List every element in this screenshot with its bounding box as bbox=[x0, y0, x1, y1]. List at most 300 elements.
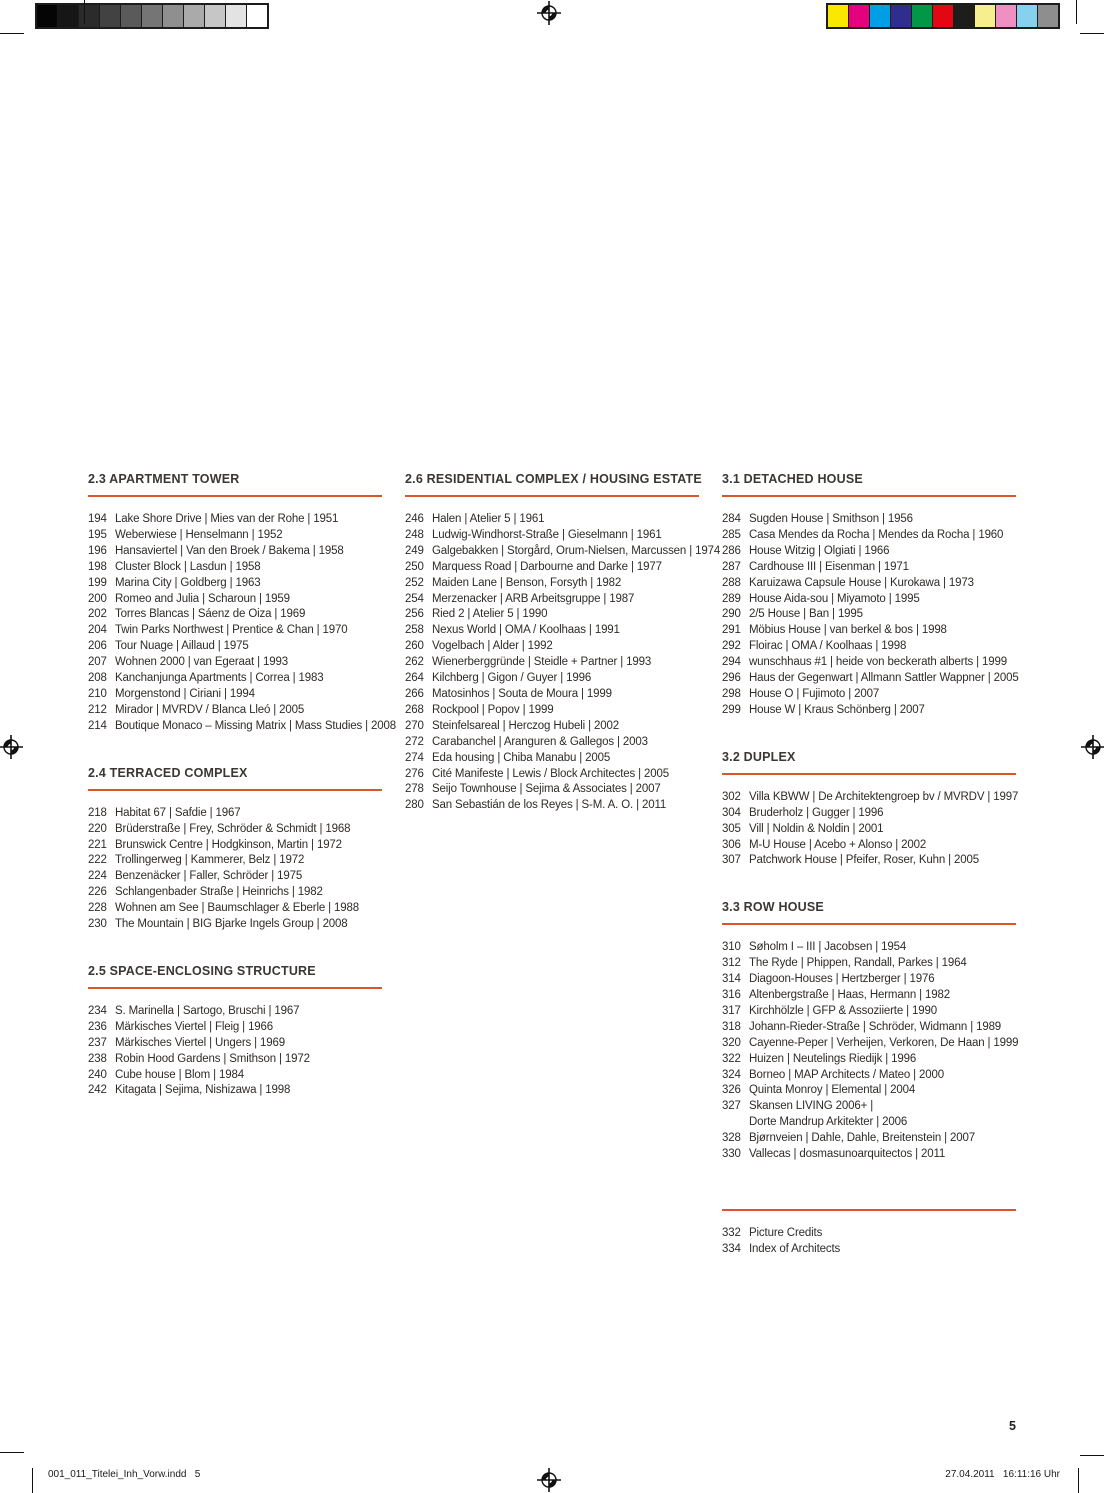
toc-entry bbox=[88, 623, 382, 639]
calibration-swatch bbox=[247, 5, 267, 27]
toc-entry bbox=[88, 806, 382, 822]
entry-text: Galgebakken | Storgård, Orum-Nielsen, Marcussen | 1974 bbox=[432, 544, 721, 557]
entry-page-number: 260 bbox=[405, 640, 424, 653]
section-rule bbox=[722, 923, 1016, 925]
toc-entry bbox=[722, 822, 1016, 838]
entry-page-number: 195 bbox=[88, 528, 107, 541]
toc-entry bbox=[88, 719, 397, 735]
toc-section bbox=[88, 964, 382, 1099]
entry-page-number: 272 bbox=[405, 735, 424, 748]
entry-text: Torres Blancas | Sáenz de Oiza | 1969 bbox=[115, 608, 306, 621]
toc-entry bbox=[722, 623, 1016, 639]
section-rule bbox=[88, 789, 382, 791]
toc-entry bbox=[405, 639, 699, 655]
entry-page-number: 292 bbox=[722, 640, 741, 653]
entry-text: Trollingerweg | Kammerer, Belz | 1972 bbox=[115, 854, 305, 867]
toc-entry bbox=[88, 607, 382, 623]
calibration-swatch bbox=[1017, 5, 1037, 27]
entry-page-number: 312 bbox=[722, 957, 741, 970]
toc-entry bbox=[722, 1004, 1016, 1020]
entry-page-number: 218 bbox=[88, 806, 107, 819]
registration-mark-bottom-icon bbox=[537, 1468, 561, 1492]
toc-entry bbox=[722, 1099, 1016, 1131]
calibration-swatch bbox=[184, 5, 204, 27]
registration-mark-top-icon bbox=[537, 1, 561, 25]
calibration-swatch bbox=[37, 5, 57, 27]
toc-entry bbox=[722, 703, 1016, 719]
entry-page-number: 310 bbox=[722, 941, 741, 954]
toc-entry bbox=[722, 607, 1016, 623]
entry-page-number: 246 bbox=[405, 513, 424, 525]
toc-entry bbox=[405, 576, 699, 592]
crop-mark-bottom-left-v bbox=[32, 1468, 33, 1493]
toc-entry bbox=[722, 988, 1016, 1004]
entry-text: San Sebastián de los Reyes | S-M. A. O. | 2011 bbox=[432, 799, 667, 812]
toc-entry bbox=[88, 687, 382, 703]
calibration-swatch bbox=[954, 5, 974, 27]
toc-column-3 bbox=[722, 472, 1019, 1258]
section-rule bbox=[88, 987, 382, 989]
entry-page-number: 262 bbox=[405, 656, 424, 669]
entry-page-number: 290 bbox=[722, 608, 741, 621]
toc-entry bbox=[405, 623, 699, 639]
toc-entry bbox=[88, 1068, 382, 1084]
entry-page-number: 274 bbox=[405, 751, 424, 764]
toc-section bbox=[405, 472, 721, 814]
toc-entry bbox=[405, 528, 699, 544]
toc-entry bbox=[722, 544, 1016, 560]
section-entries bbox=[722, 1226, 1016, 1258]
entry-text: Matosinhos | Souta de Moura | 1999 bbox=[432, 687, 612, 700]
entry-page-number: 196 bbox=[88, 544, 107, 557]
entry-text: Bruderholz | Gugger | 1996 bbox=[749, 806, 884, 819]
toc-entry bbox=[722, 1020, 1016, 1036]
entry-text: Cube house | Blom | 1984 bbox=[115, 1068, 244, 1081]
toc-section bbox=[88, 472, 397, 735]
entry-text: Huizen | Neutelings Riedijk | 1996 bbox=[749, 1052, 917, 1065]
calibration-swatch bbox=[891, 5, 911, 27]
entry-page-number: 248 bbox=[405, 528, 424, 541]
entry-page-number: 199 bbox=[88, 576, 107, 589]
entry-text: Nexus World | OMA / Koolhaas | 1991 bbox=[432, 624, 620, 637]
entry-text: Märkisches Viertel | Ungers | 1969 bbox=[115, 1036, 286, 1049]
entry-text: Mirador | MVRDV / Blanca Lleó | 2005 bbox=[115, 703, 305, 716]
toc-entry bbox=[405, 798, 699, 814]
section-entries bbox=[405, 512, 721, 814]
section-rule bbox=[722, 773, 1016, 775]
entry-text: Diagoon-Houses | Hertzberger | 1976 bbox=[749, 973, 935, 986]
section-entries bbox=[88, 806, 382, 933]
entry-page-number: 206 bbox=[88, 640, 107, 653]
entry-text: Morgenstond | Ciriani | 1994 bbox=[115, 687, 255, 700]
toc-entry bbox=[722, 1131, 1016, 1147]
entry-page-number: 302 bbox=[722, 790, 741, 803]
entry-text: wunschhaus #1 | heide von beckerath alberts | 1999 bbox=[749, 656, 1008, 669]
entry-text: Romeo and Julia | Scharoun | 1959 bbox=[115, 592, 290, 605]
entry-page-number: 294 bbox=[722, 656, 741, 669]
entry-text: The Ryde | Phippen, Randall, Parkes | 1964 bbox=[749, 957, 967, 970]
entry-page-number: 242 bbox=[88, 1084, 107, 1097]
toc-entry bbox=[405, 544, 721, 560]
entry-text: Märkisches Viertel | Fleig | 1966 bbox=[115, 1020, 274, 1033]
calibration-swatch bbox=[933, 5, 953, 27]
entry-text: Marina City | Goldberg | 1963 bbox=[115, 576, 261, 589]
entry-page-number: 220 bbox=[88, 822, 107, 835]
entry-text: Villa KBWW | De Architektengroep bv / MVRDV | 1997 bbox=[749, 790, 1019, 803]
entry-page-number: 250 bbox=[405, 560, 424, 573]
calibration-swatch bbox=[142, 5, 162, 27]
entry-page-number: 288 bbox=[722, 576, 741, 589]
toc-entry bbox=[722, 528, 1016, 544]
entry-page-number: 284 bbox=[722, 513, 741, 525]
entry-page-number: 200 bbox=[88, 592, 107, 605]
entry-page-number: 318 bbox=[722, 1020, 741, 1033]
entry-text: Borneo | MAP Architects / Mateo | 2000 bbox=[749, 1068, 945, 1081]
entry-page-number: 280 bbox=[405, 799, 424, 812]
toc-entry bbox=[722, 838, 1016, 854]
entry-text: Steinfelsareal | Herczog Hubeli | 2002 bbox=[432, 719, 619, 732]
toc-entry bbox=[722, 639, 1016, 655]
entry-page-number: 287 bbox=[722, 560, 741, 573]
toc-entry bbox=[722, 956, 1016, 972]
entry-page-number: 307 bbox=[722, 854, 741, 867]
entry-page-number: 230 bbox=[88, 918, 107, 931]
entry-page-number: 332 bbox=[722, 1227, 741, 1239]
toc-entry bbox=[722, 655, 1016, 671]
entry-text: Seijo Townhouse | Sejima & Associates | 2007 bbox=[432, 783, 661, 796]
entry-page-number: 305 bbox=[722, 822, 741, 835]
toc-entry bbox=[405, 782, 699, 798]
section-title: 3.1 DETACHED HOUSE bbox=[722, 472, 863, 486]
section-rule bbox=[88, 495, 382, 497]
entry-page-number: 330 bbox=[722, 1148, 741, 1161]
entry-page-number: 291 bbox=[722, 624, 741, 637]
calibration-swatch bbox=[79, 5, 99, 27]
entry-text: Wohnen 2000 | van Egeraat | 1993 bbox=[115, 656, 288, 669]
calibration-swatch bbox=[828, 5, 848, 27]
entry-page-number: 268 bbox=[405, 703, 424, 716]
entry-page-number: 204 bbox=[88, 624, 107, 637]
entry-text: 2/5 House | Ban | 1995 bbox=[749, 608, 863, 621]
entry-text: Carabanchel | Aranguren & Gallegos | 2003 bbox=[432, 735, 648, 748]
calibration-swatch bbox=[870, 5, 890, 27]
entry-text: House W | Kraus Schönberg | 2007 bbox=[749, 703, 925, 716]
entry-page-number: 278 bbox=[405, 783, 424, 796]
toc-entry bbox=[405, 607, 699, 623]
entry-text: Eda housing | Chiba Manabu | 2005 bbox=[432, 751, 611, 764]
toc-entry bbox=[722, 592, 1016, 608]
entry-page-number: 194 bbox=[88, 513, 107, 525]
toc-entry bbox=[405, 671, 699, 687]
section-entries bbox=[88, 512, 397, 735]
section-title: 3.2 DUPLEX bbox=[722, 749, 796, 764]
entry-text: Twin Parks Northwest | Prentice & Chan | 1970 bbox=[115, 624, 348, 637]
toc-entry bbox=[722, 853, 1016, 869]
section-title: 2.5 SPACE-ENCLOSING STRUCTURE bbox=[88, 963, 316, 978]
entry-page-number: 314 bbox=[722, 973, 741, 986]
entry-page-number: 298 bbox=[722, 687, 741, 700]
entry-text: Robin Hood Gardens | Smithson | 1972 bbox=[115, 1052, 310, 1065]
entry-page-number: 224 bbox=[88, 870, 107, 883]
entry-text: Sugden House | Smithson | 1956 bbox=[749, 513, 913, 525]
toc-section bbox=[88, 766, 382, 933]
entry-text: Vill | Noldin & Noldin | 2001 bbox=[749, 822, 884, 835]
entry-page-number: 324 bbox=[722, 1068, 741, 1081]
entry-text: Skansen LIVING 2006+ | Dorte Mandrup Arkitekter | 2006 bbox=[749, 1099, 1016, 1131]
calibration-swatch bbox=[975, 5, 995, 27]
entry-text: Vogelbach | Alder | 1992 bbox=[432, 640, 553, 653]
toc-entry bbox=[88, 838, 382, 854]
entry-text: Boutique Monaco – Missing Matrix | Mass Studies | 2008 bbox=[115, 719, 397, 732]
toc-entry bbox=[88, 1036, 382, 1052]
section-title: 2.3 APARTMENT TOWER bbox=[88, 472, 240, 486]
toc-entry bbox=[88, 639, 382, 655]
toc-entry bbox=[722, 1242, 1016, 1258]
toc-entry bbox=[88, 901, 382, 917]
entry-page-number: 214 bbox=[88, 719, 107, 732]
entry-text: House O | Fujimoto | 2007 bbox=[749, 687, 880, 700]
toc-entry bbox=[88, 655, 382, 671]
entry-page-number: 317 bbox=[722, 1004, 741, 1017]
crop-mark-top-right-v bbox=[1076, 0, 1077, 24]
crop-mark-bottom-right-h bbox=[1080, 1455, 1104, 1456]
entry-page-number: 222 bbox=[88, 854, 107, 867]
entry-page-number: 228 bbox=[88, 902, 107, 915]
entry-text: Halen | Atelier 5 | 1961 bbox=[432, 513, 545, 525]
entry-text: Cardhouse III | Eisenman | 1971 bbox=[749, 560, 909, 573]
toc-entry bbox=[88, 576, 382, 592]
section-rule bbox=[722, 1209, 1016, 1211]
toc-section bbox=[722, 900, 1019, 1163]
entry-page-number: 226 bbox=[88, 886, 107, 899]
calibration-swatch bbox=[226, 5, 246, 27]
entry-text: Möbius House | van berkel & bos | 1998 bbox=[749, 624, 947, 637]
entry-page-number: 236 bbox=[88, 1020, 107, 1033]
toc-entry bbox=[405, 655, 699, 671]
entry-page-number: 238 bbox=[88, 1052, 107, 1065]
entry-page-number: 306 bbox=[722, 838, 741, 851]
entry-text: Benzenäcker | Faller, Schröder | 1975 bbox=[115, 870, 303, 883]
entry-page-number: 299 bbox=[722, 703, 741, 716]
toc-entry bbox=[88, 853, 382, 869]
entry-text: Tour Nuage | Aillaud | 1975 bbox=[115, 640, 249, 653]
entry-page-number: 256 bbox=[405, 608, 424, 621]
toc-entry bbox=[722, 1083, 1016, 1099]
entry-text: Cité Manifeste | Lewis / Block Architectes | 2005 bbox=[432, 767, 670, 780]
entry-page-number: 264 bbox=[405, 672, 424, 685]
entry-page-number: 316 bbox=[722, 989, 741, 1002]
section-entries bbox=[722, 790, 1019, 870]
page-number: 5 bbox=[1009, 1419, 1016, 1433]
toc-entry bbox=[722, 512, 1016, 528]
color-calibration-bar bbox=[826, 3, 1060, 29]
toc-entry bbox=[88, 560, 382, 576]
toc-entry bbox=[722, 1036, 1019, 1052]
section-entries bbox=[722, 512, 1019, 719]
calibration-swatch bbox=[849, 5, 869, 27]
toc-entry bbox=[722, 687, 1016, 703]
toc-entry bbox=[722, 671, 1019, 687]
calibration-swatch bbox=[121, 5, 141, 27]
entry-text: Floirac | OMA / Koolhaas | 1998 bbox=[749, 640, 907, 653]
calibration-swatch bbox=[100, 5, 120, 27]
entry-page-number: 210 bbox=[88, 687, 107, 700]
entry-text: Karuizawa Capsule House | Kurokawa | 1973 bbox=[749, 576, 974, 589]
toc-entry bbox=[405, 703, 699, 719]
entry-text: Kitagata | Sejima, Nishizawa | 1998 bbox=[115, 1084, 291, 1097]
entry-page-number: 289 bbox=[722, 592, 741, 605]
entry-text: The Mountain | BIG Bjarke Ingels Group | 2008 bbox=[115, 918, 348, 931]
registration-mark-right-icon bbox=[1081, 735, 1104, 759]
entry-text: Maiden Lane | Benson, Forsyth | 1982 bbox=[432, 576, 622, 589]
entry-page-number: 296 bbox=[722, 672, 741, 685]
section-rule bbox=[722, 495, 1016, 497]
entry-text: Ludwig-Windhorst-Straße | Gieselmann | 1961 bbox=[432, 528, 662, 541]
registration-mark-left-icon bbox=[0, 735, 23, 759]
calibration-swatch bbox=[912, 5, 932, 27]
entry-text: S. Marinella | Sartogo, Bruschi | 1967 bbox=[115, 1004, 300, 1017]
toc-entry bbox=[405, 592, 699, 608]
entry-text: Picture Credits bbox=[749, 1227, 823, 1239]
entry-text: Hansaviertel | Van den Broek / Bakema | 1958 bbox=[115, 544, 344, 557]
entry-page-number: 334 bbox=[722, 1242, 741, 1255]
entry-text: Wienerberggründe | Steidle + Partner | 1993 bbox=[432, 656, 652, 669]
calibration-swatch bbox=[205, 5, 225, 27]
entry-page-number: 234 bbox=[88, 1004, 107, 1017]
section-title: 3.3 ROW HOUSE bbox=[722, 900, 824, 915]
entry-page-number: 212 bbox=[88, 703, 107, 716]
entry-text: House Aida-sou | Miyamoto | 1995 bbox=[749, 592, 920, 605]
toc-entry bbox=[405, 560, 699, 576]
entry-page-number: 285 bbox=[722, 528, 741, 541]
entry-page-number: 202 bbox=[88, 608, 107, 621]
entry-page-number: 207 bbox=[88, 656, 107, 669]
entry-text: House Witzig | Olgiati | 1966 bbox=[749, 544, 890, 557]
crop-mark-top-left-v bbox=[84, 0, 85, 24]
entry-page-number: 198 bbox=[88, 560, 107, 573]
entry-page-number: 254 bbox=[405, 592, 424, 605]
entry-page-number: 322 bbox=[722, 1052, 741, 1065]
calibration-swatch bbox=[163, 5, 183, 27]
entry-text: Vallecas | dosmasunoarquitectos | 2011 bbox=[749, 1148, 946, 1161]
entry-text: Casa Mendes da Rocha | Mendes da Rocha | 1960 bbox=[749, 528, 1004, 541]
entry-page-number: 258 bbox=[405, 624, 424, 637]
entry-text-line2: Dorte Mandrup Arkitekter | 2006 bbox=[749, 1116, 908, 1129]
entry-page-number: 237 bbox=[88, 1036, 107, 1049]
toc-entry bbox=[88, 822, 382, 838]
toc-entry bbox=[88, 1004, 382, 1020]
entry-text: Ried 2 | Atelier 5 | 1990 bbox=[432, 608, 548, 621]
entry-text: Lake Shore Drive | Mies van der Rohe | 1951 bbox=[115, 513, 339, 525]
toc-entry bbox=[722, 972, 1016, 988]
entry-text: Haus der Gegenwart | Allmann Sattler Wappner | 2005 bbox=[749, 672, 1019, 685]
entry-page-number: 304 bbox=[722, 806, 741, 819]
entry-text: Kanchanjunga Apartments | Correa | 1983 bbox=[115, 672, 324, 685]
toc-entry bbox=[88, 869, 382, 885]
entry-text: Rockpool | Popov | 1999 bbox=[432, 703, 554, 716]
toc-column-1 bbox=[88, 472, 397, 1099]
toc-entry bbox=[722, 790, 1019, 806]
entry-text: Weberwiese | Henselmann | 1952 bbox=[115, 528, 283, 541]
entry-text: M-U House | Acebo + Alonso | 2002 bbox=[749, 838, 927, 851]
entry-text: Kirchhölzle | GFP & Assoziierte | 1990 bbox=[749, 1004, 937, 1017]
toc-entry bbox=[88, 512, 382, 528]
entry-page-number: 327 bbox=[722, 1100, 741, 1113]
entry-page-number: 252 bbox=[405, 576, 424, 589]
entry-page-number: 240 bbox=[88, 1068, 107, 1081]
toc-entry bbox=[88, 1052, 382, 1068]
entry-page-number: 270 bbox=[405, 719, 424, 732]
section-entries bbox=[88, 1004, 382, 1099]
toc-entry bbox=[88, 703, 382, 719]
section-title: 2.6 RESIDENTIAL COMPLEX / HOUSING ESTATE bbox=[405, 472, 702, 486]
toc-entry bbox=[405, 751, 699, 767]
entry-text: Habitat 67 | Safdie | 1967 bbox=[115, 806, 241, 819]
entry-text: Johann-Rieder-Straße | Schröder, Widmann | 1989 bbox=[749, 1020, 1002, 1033]
toc-column-2 bbox=[405, 472, 721, 814]
toc-entry bbox=[405, 512, 699, 528]
toc-entry bbox=[88, 528, 382, 544]
toc-entry bbox=[722, 806, 1016, 822]
toc-entry bbox=[722, 576, 1016, 592]
crop-mark-bottom-left-h bbox=[0, 1452, 24, 1453]
crop-mark-top-right-h bbox=[1080, 33, 1104, 34]
toc-entry bbox=[722, 1226, 1016, 1242]
calibration-swatch bbox=[996, 5, 1016, 27]
entry-page-number: 328 bbox=[722, 1132, 741, 1145]
entry-text: Brüderstraße | Frey, Schröder & Schmidt | 1968 bbox=[115, 822, 351, 835]
entry-text: Quinta Monroy | Elemental | 2004 bbox=[749, 1084, 916, 1097]
toc-entry bbox=[88, 1020, 382, 1036]
toc-entry bbox=[405, 767, 699, 783]
toc-entry bbox=[722, 1068, 1016, 1084]
section-title: 2.4 TERRACED COMPLEX bbox=[88, 765, 248, 780]
section-entries bbox=[722, 940, 1019, 1163]
entry-page-number: 276 bbox=[405, 767, 424, 780]
toc-entry bbox=[405, 719, 699, 735]
entry-text: Cayenne-Peper | Verheijen, Verkoren, De Haan | 1999 bbox=[749, 1036, 1019, 1049]
entry-page-number: 326 bbox=[722, 1084, 741, 1097]
slug-filename: 001_011_Titelei_Inh_Vorw.indd 5 bbox=[48, 1469, 201, 1480]
entry-text: Bjørnveien | Dahle, Dahle, Breitenstein | 2007 bbox=[749, 1132, 976, 1145]
entry-text: Index of Architects bbox=[749, 1242, 841, 1255]
grayscale-calibration-bar bbox=[35, 3, 269, 29]
calibration-swatch bbox=[58, 5, 78, 27]
entry-page-number: 320 bbox=[722, 1036, 741, 1049]
section-rule bbox=[405, 495, 699, 497]
entry-text: Schlangenbader Straße | Heinrichs | 1982 bbox=[115, 886, 323, 899]
toc-entry bbox=[405, 687, 699, 703]
toc-entry bbox=[88, 1083, 382, 1099]
toc-section bbox=[722, 1209, 1016, 1258]
toc-entry bbox=[88, 544, 382, 560]
entry-text: Brunswick Centre | Hodgkinson, Martin | 1972 bbox=[115, 838, 342, 851]
crop-mark-top-left-h bbox=[0, 33, 24, 34]
entry-page-number: 266 bbox=[405, 687, 424, 700]
entry-page-number: 286 bbox=[722, 544, 741, 557]
toc-entry bbox=[722, 940, 1016, 956]
entry-text: Cluster Block | Lasdun | 1958 bbox=[115, 560, 261, 573]
toc-entry bbox=[88, 917, 382, 933]
toc-entry bbox=[88, 671, 382, 687]
toc-entry bbox=[88, 592, 382, 608]
entry-text: Patchwork House | Pfeifer, Roser, Kuhn | 2005 bbox=[749, 854, 979, 867]
entry-text: Marquess Road | Darbourne and Darke | 1977 bbox=[432, 560, 662, 573]
entry-text: Altenbergstraße | Haas, Hermann | 1982 bbox=[749, 989, 950, 1002]
toc-entry bbox=[405, 735, 699, 751]
entry-text: Kilchberg | Gigon / Guyer | 1996 bbox=[432, 672, 592, 685]
calibration-swatch bbox=[1038, 5, 1058, 27]
